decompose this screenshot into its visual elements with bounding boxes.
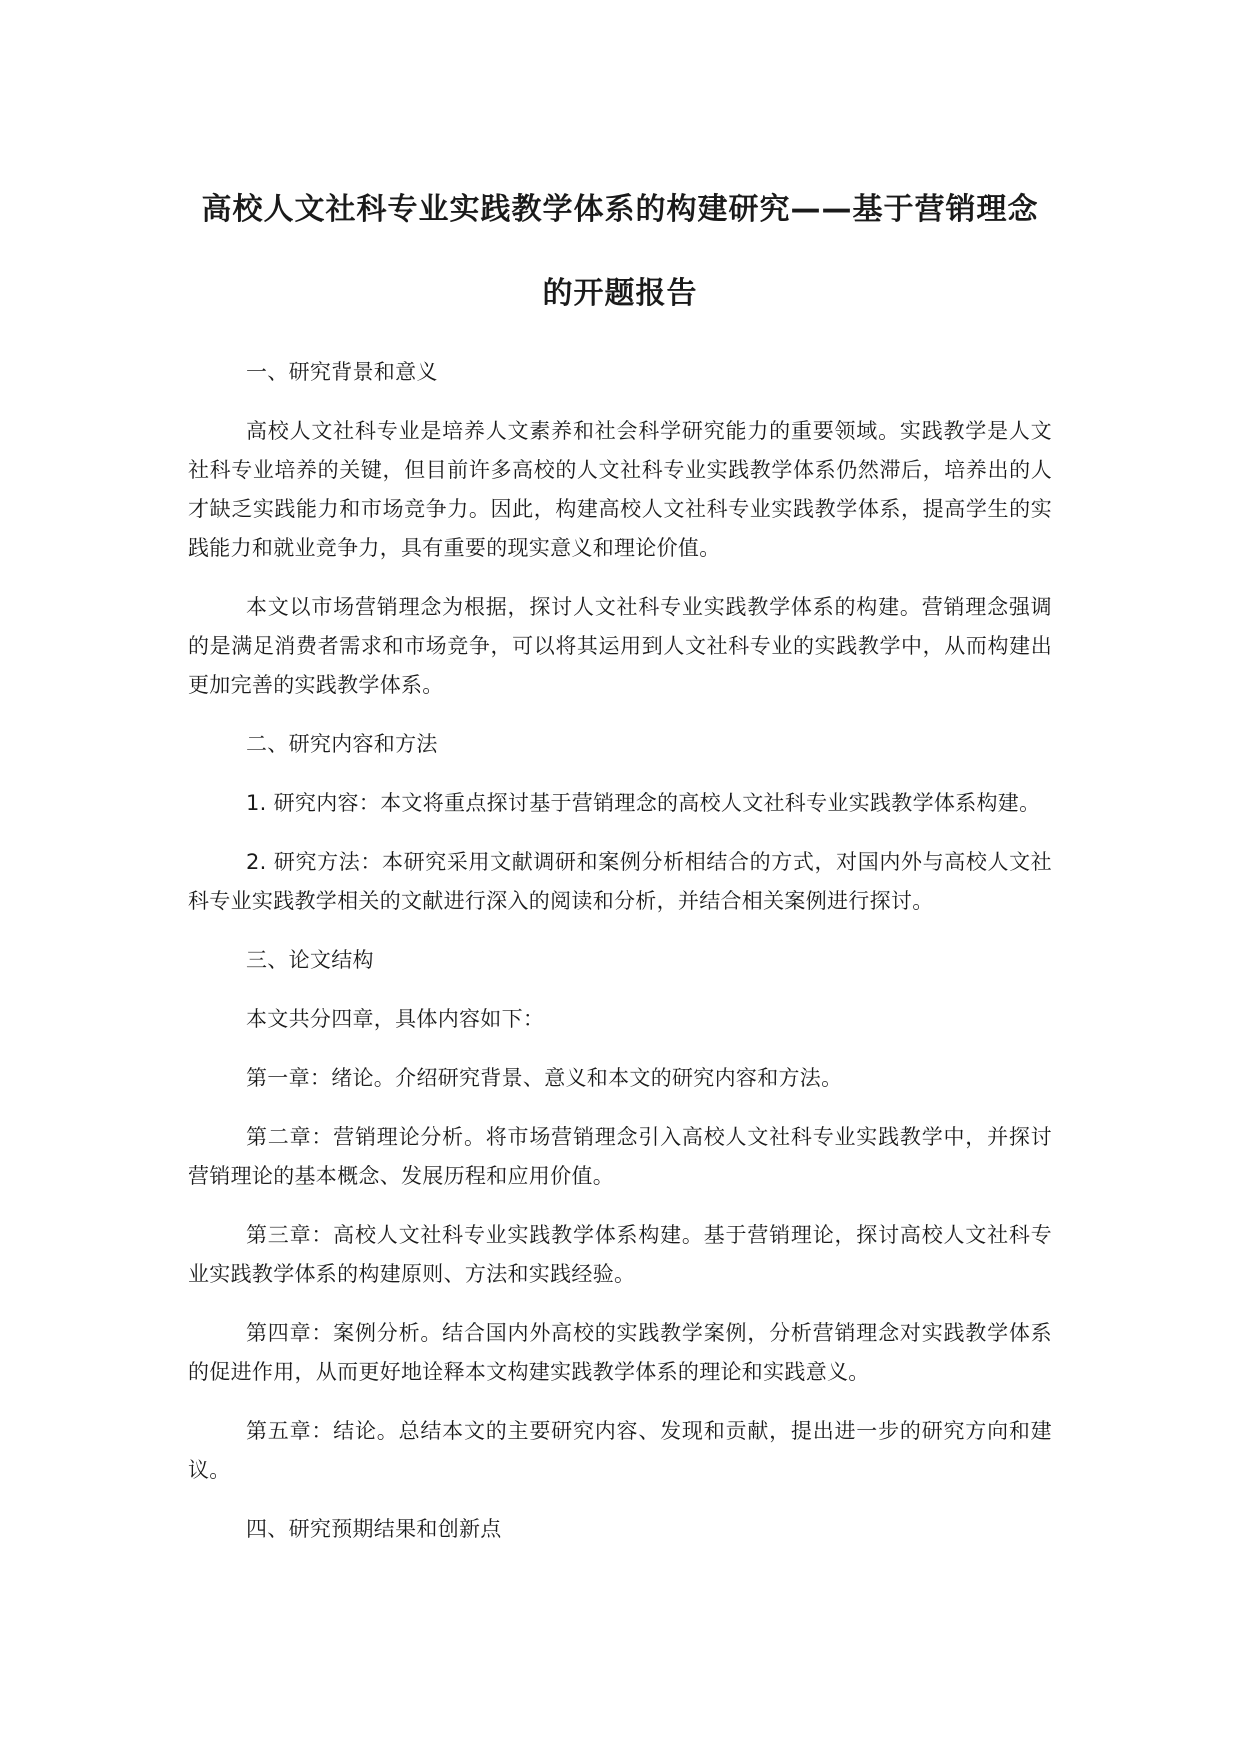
section-heading-structure: 三、论文结构 <box>246 948 374 972</box>
document-body <box>188 353 1052 1569</box>
chapter-item: 第三章：高校人文社科专业实践教学体系构建。基于营销理论，探讨高校人文社科专业实践教学体系的构建原则、方法和实践经验。 <box>188 1223 1052 1286</box>
section-heading-content-methods: 二、研究内容和方法 <box>246 732 438 756</box>
list-item: 1. 研究内容：本文将重点探讨基于营销理念的高校人文社科专业实践教学体系构建。 <box>246 791 1041 815</box>
list-item: 2. 研究方法：本研究采用文献调研和案例分析相结合的方式，对国内外与高校人文社科专业实践教学相关的文献进行深入的阅读和分析，并结合相关案例进行探讨。 <box>188 850 1052 913</box>
paragraph: 高校人文社科专业是培养人文素养和社会科学研究能力的重要领域。实践教学是人文社科专业培养的关键，但目前许多高校的人文社科专业实践教学体系仍然滞后，培养出的人才缺乏实践能力和市场竞争力。因此，构建高校人文社科专业实践教学体系，提高学生的实践能力和就业竞争力，具有重要的现实意义和理论价值。 <box>188 419 1052 560</box>
section-heading-expected-results: 四、研究预期结果和创新点 <box>246 1517 502 1541</box>
paragraph: 本文共分四章，具体内容如下： <box>246 1007 545 1031</box>
chapter-item: 第二章：营销理论分析。将市场营销理念引入高校人文社科专业实践教学中，并探讨营销理论的基本概念、发展历程和应用价值。 <box>188 1125 1052 1188</box>
paragraph: 本文以市场营销理念为根据，探讨人文社科专业实践教学体系的构建。营销理念强调的是满足消费者需求和市场竞争，可以将其运用到人文社科专业的实践教学中，从而构建出更加完善的实践教学体系。 <box>188 595 1052 697</box>
document-title: 高校人文社科专业实践教学体系的构建研究——基于营销理念的开题报告 <box>201 192 1039 311</box>
chapter-item: 第四章：案例分析。结合国内外高校的实践教学案例，分析营销理念对实践教学体系的促进作用，从而更好地诠释本文构建实践教学体系的理论和实践意义。 <box>188 1321 1052 1384</box>
chapter-item: 第五章：结论。总结本文的主要研究内容、发现和贡献，提出进一步的研究方向和建议。 <box>188 1419 1052 1482</box>
section-heading-background: 一、研究背景和意义 <box>246 360 438 384</box>
chapter-item: 第一章：绪论。介绍研究背景、意义和本文的研究内容和方法。 <box>246 1066 843 1090</box>
